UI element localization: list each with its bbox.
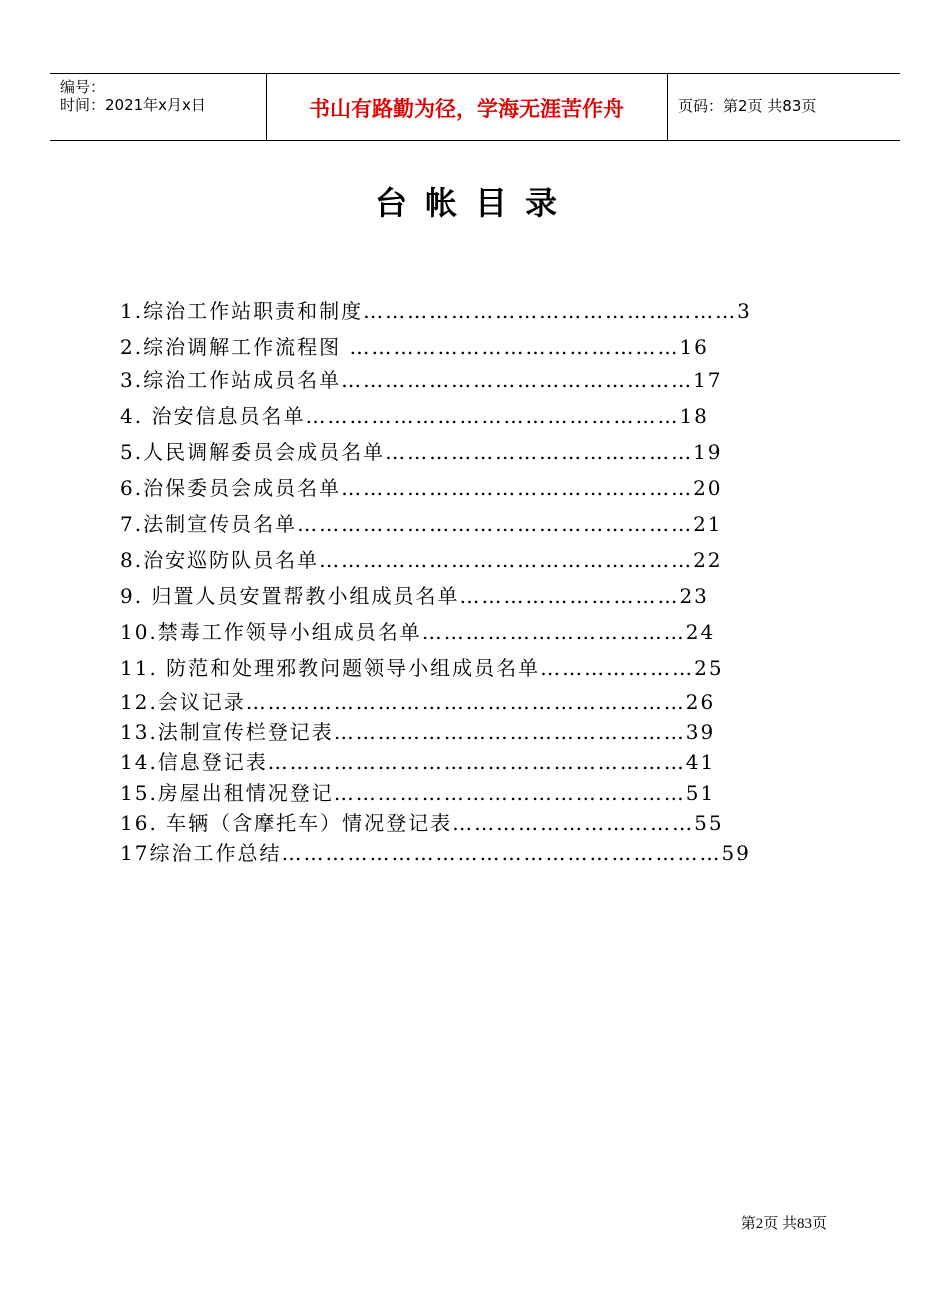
motto-text: 书山有路勤为径，学海无涯苦作舟 [309,97,624,121]
header-meta-cell [50,74,267,140]
toc-entry-15: 15.房屋出租情况登记…………………………………………51 [120,781,716,805]
header-page-cell [668,74,900,140]
toc-entry-17: 17综治工作总结……………………………………………………59 [120,841,751,865]
page-indicator: 页码：第2页 共83页 [678,97,817,115]
page-title: 台帐目录 [374,184,575,222]
toc-entry-5: 5.人民调解委员会成员名单……………………………………19 [120,440,723,464]
header-motto-cell [266,74,668,140]
page-footer: 第2页 共83页 [740,1216,827,1232]
toc-entry-14: 14.信息登记表…………………………………………………41 [120,750,716,774]
toc-entry-10: 10.禁毒工作领导小组成员名单………………………………24 [120,620,716,644]
code-label: 编号： [60,78,106,96]
toc-entry-1: 1.综治工作站职责和制度……………………………………………3 [120,299,752,323]
toc-entry-7: 7.法制宣传员名单………………………………………………21 [120,512,723,536]
page-header [50,73,900,141]
toc-entry-4: 4. 治安信息员名单……………………………………………18 [120,404,709,428]
toc-entry-8: 8.治安巡防队员名单……………………………………………22 [120,548,723,572]
toc-entry-12: 12.会议记录……………………………………………………26 [120,690,716,714]
toc-entry-13: 13.法制宣传栏登记表…………………………………………39 [120,720,716,744]
time-label: 时间：2021年x月x日 [60,96,206,114]
toc-entry-9: 9. 归置人员安置帮教小组成员名单…………………………23 [120,584,709,608]
toc-entry-16: 16. 车辆（含摩托车）情况登记表……………………………55 [120,811,724,835]
toc-entry-3: 3.综治工作站成员名单…………………………………………17 [120,368,723,392]
toc-entry-6: 6.治保委员会成员名单…………………………………………20 [120,476,723,500]
toc-entry-11: 11. 防范和处理邪教问题领导小组成员名单…………………25 [120,656,724,680]
toc-entry-2: 2.综治调解工作流程图 ………………………………………16 [120,335,709,359]
